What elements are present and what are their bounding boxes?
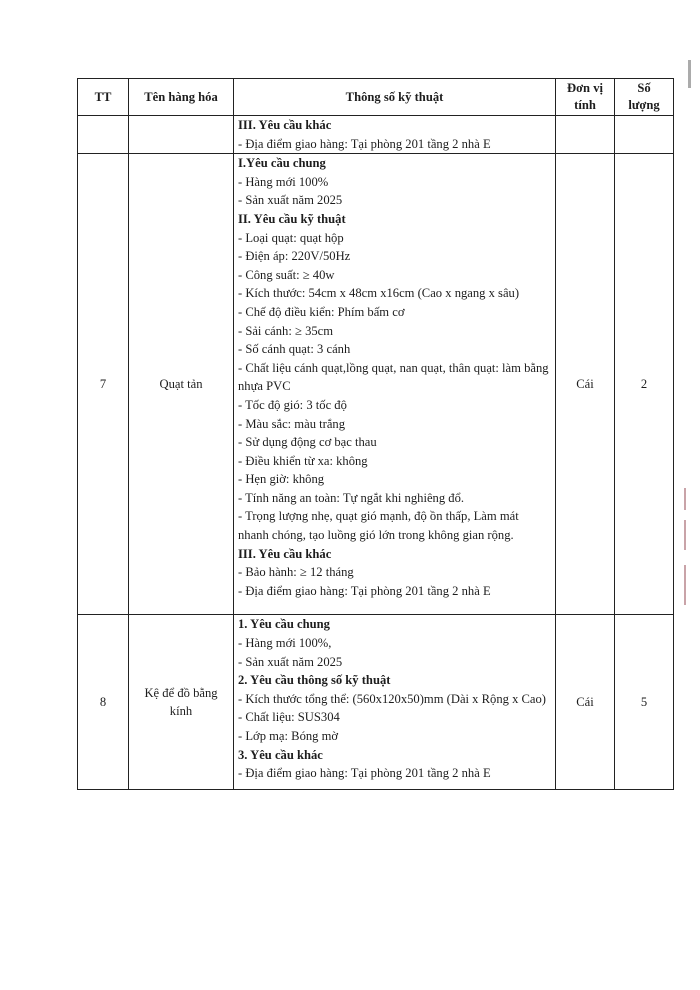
spec-line: - Kích thước: 54cm x 48cm x16cm (Cao x ngang x sâu) — [238, 286, 520, 301]
header-qty-line2: lượng — [628, 98, 660, 112]
spec-line: - Địa điểm giao hàng: Tại phòng 201 tầng 2 nhà E — [238, 583, 491, 598]
spec-line: - Hẹn giờ: không — [238, 472, 325, 487]
row-tt: 7 — [78, 154, 129, 615]
spec-line: - Tính năng an toàn: Tự ngắt khi nghiêng đổ. — [238, 490, 465, 505]
row-qty: 5 — [615, 615, 674, 789]
spec-line: - Địa điểm giao hàng: Tại phòng 201 tầng 2 nhà E — [238, 766, 491, 781]
table-row-8 — [78, 615, 674, 789]
table-header-row — [78, 79, 674, 116]
row-spec-cell — [234, 615, 556, 789]
spec-line: I.Yêu cầu chung — [238, 156, 326, 171]
row-qty: 2 — [615, 154, 674, 615]
spec-line: - Sản xuất năm 2025 — [238, 193, 343, 208]
spec-line: - Bảo hành: ≥ 12 tháng — [238, 565, 354, 580]
header-qty-line1: Số — [637, 81, 651, 95]
spec-line: - Điều khiển từ xa: không — [238, 453, 368, 468]
spec-line: - Kích thước tổng thể: (560x120x50)mm (Dài x Rộng x Cao) — [238, 691, 546, 706]
spec-line: - Trọng lượng nhẹ, quạt gió mạnh, độ ồn thấp, Làm mát nhanh chóng, tạo luồng gió lớn trong không gian rộng. — [238, 509, 519, 543]
spec-line: - Số cánh quạt: 3 cánh — [238, 342, 351, 357]
row-unit: Cái — [556, 615, 615, 789]
spec-line: - Công suất: ≥ 40w — [238, 267, 335, 282]
header-spec: Thông số kỹ thuật — [234, 79, 556, 116]
spec-line: - Điện áp: 220V/50Hz — [238, 249, 351, 264]
header-unit-line2: tính — [574, 98, 596, 112]
spec-line: - Chế độ điều kiển: Phím bấm cơ — [238, 304, 405, 319]
spec-line: - Sải cánh: ≥ 35cm — [238, 323, 334, 338]
spec-table — [77, 78, 674, 790]
scan-stamp-mark — [684, 488, 686, 510]
scan-edge-mark — [688, 60, 691, 88]
spec-line: 3. Yêu cầu khác — [238, 747, 323, 762]
header-tt: TT — [78, 79, 129, 116]
scan-stamp-mark — [684, 520, 686, 550]
row-item-name: Quạt tản — [129, 154, 234, 615]
row-spec-cell — [234, 154, 556, 615]
spec-line: - Chất liệu: SUS304 — [238, 710, 340, 725]
spec-line: III. Yêu cầu khác — [238, 546, 332, 561]
spec-line: - Hàng mới 100% — [238, 174, 329, 189]
row-unit: Cái — [556, 154, 615, 615]
table-row-7 — [78, 154, 674, 615]
spec-line: - Sản xuất năm 2025 — [238, 654, 343, 669]
spec-line: - Màu sắc: màu trắng — [238, 416, 346, 431]
scan-stamp-mark — [684, 565, 686, 605]
row-item-name: Kệ để đồ bằng kính — [129, 615, 234, 789]
continuation-unit-cell — [556, 116, 615, 154]
header-qty — [615, 79, 674, 116]
row-tt: 8 — [78, 615, 129, 789]
continuation-spec-cell — [234, 116, 556, 154]
spec-line: - Lớp mạ: Bóng mờ — [238, 729, 339, 743]
header-name: Tên hàng hóa — [129, 79, 234, 116]
spec-line: - Loại quạt: quạt hộp — [238, 230, 344, 245]
spec-line: - Hàng mới 100%, — [238, 636, 332, 651]
spec-line: 2. Yêu cầu thông số kỹ thuật — [238, 673, 391, 688]
continuation-tt-cell — [78, 116, 129, 154]
spec-line: II. Yêu cầu kỹ thuật — [238, 211, 346, 226]
spec-line: 1. Yêu cầu chung — [238, 617, 330, 632]
continuation-qty-cell — [615, 116, 674, 154]
continuation-row — [78, 116, 674, 154]
spec-line: - Tốc độ gió: 3 tốc độ — [238, 397, 347, 412]
spec-line: - Địa điểm giao hàng: Tại phòng 201 tầng 2 nhà E — [238, 136, 491, 151]
header-unit-line1: Đơn vị — [566, 81, 604, 95]
spec-line: III. Yêu cầu khác — [238, 118, 332, 132]
spec-line: - Chất liệu cánh quạt,lồng quạt, nan quạt, thân quạt: làm bằng nhựa PVC — [238, 360, 549, 394]
header-unit — [556, 79, 615, 116]
spec-line: - Sử dụng động cơ bạc thau — [238, 435, 377, 450]
continuation-name-cell — [129, 116, 234, 154]
